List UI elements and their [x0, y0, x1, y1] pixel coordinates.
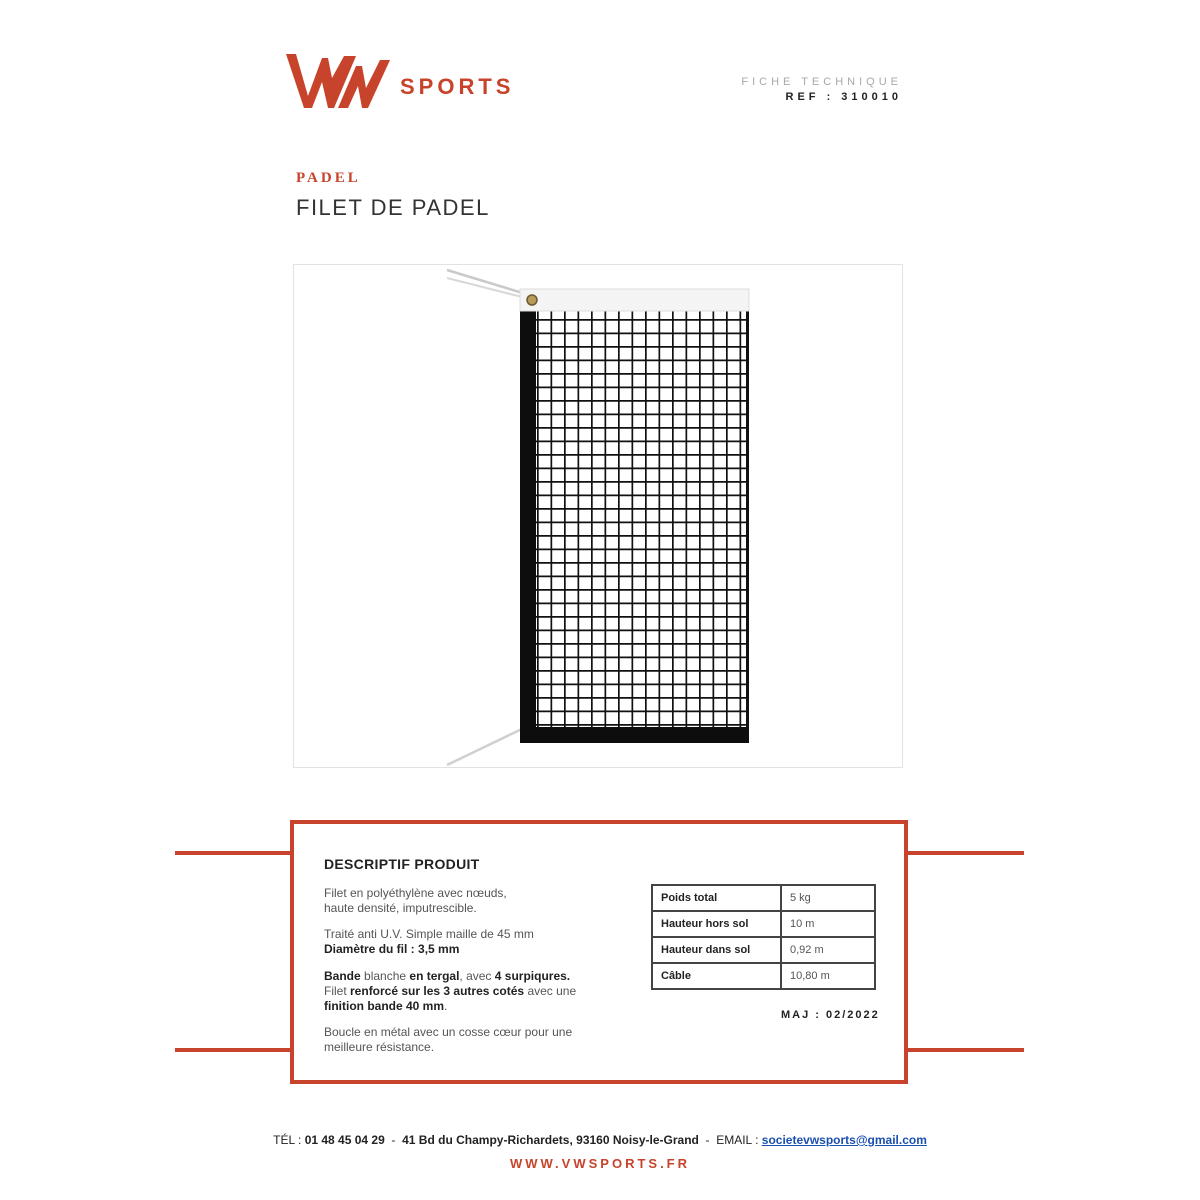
text: Diamètre du fil : 3,5 mm: [324, 942, 460, 956]
description-paragraph: [324, 1025, 624, 1055]
tel-number: 01 48 45 04 29: [304, 1133, 385, 1147]
email-label: EMAIL :: [716, 1133, 762, 1147]
footer-contact: [0, 1133, 1200, 1147]
table-row: [652, 885, 875, 911]
fiche-technique: [741, 76, 902, 103]
website-link[interactable]: WWW.VWSPORTS.FR: [509, 1156, 691, 1171]
text: Bande: [324, 969, 361, 983]
text: en tergal: [409, 969, 460, 983]
ref-label: REF : 310010: [785, 91, 902, 103]
spec-value: 0,92 m: [781, 937, 875, 963]
product-title: FILET DE PADEL: [296, 195, 490, 220]
description-paragraph: [324, 886, 624, 916]
table-row: [652, 963, 875, 989]
spec-value: 10 m: [781, 911, 875, 937]
spec-label: Câble: [652, 963, 781, 989]
separator: -: [698, 1133, 717, 1147]
text: Filet en polyéthylène avec nœuds,: [324, 886, 507, 900]
description-paragraph: [324, 969, 624, 1014]
decorative-rail: [906, 1048, 1024, 1052]
text: 4 surpiqures.: [494, 969, 571, 983]
spec-label: Hauteur hors sol: [652, 911, 781, 937]
padel-net-image: [294, 265, 902, 767]
logo-sports-text: SPORTS: [400, 74, 515, 99]
table-row: [652, 937, 875, 963]
text: .: [444, 999, 448, 1013]
spec-value: 10,80 m: [781, 963, 875, 989]
spec-label: Hauteur dans sol: [652, 937, 781, 963]
decorative-rail: [175, 1048, 293, 1052]
spec-label: Poids total: [652, 885, 781, 911]
product-category: PADEL: [296, 170, 361, 186]
text: meilleure résistance.: [324, 1040, 435, 1054]
table-row: [652, 911, 875, 937]
text: haute densité, imputrescible.: [324, 901, 477, 915]
text: Boucle en métal avec un cosse cœur pour une: [324, 1025, 573, 1039]
update-date: MAJ : 02/2022: [781, 1009, 880, 1021]
decorative-rail: [906, 851, 1024, 855]
description-paragraph: [324, 927, 624, 957]
text: Traité anti U.V. Simple maille de 45 mm: [324, 927, 534, 941]
spec-value: 5 kg: [781, 885, 875, 911]
spec-table: [651, 884, 876, 990]
product-image-frame: [293, 264, 903, 768]
text: finition bande 40 mm: [324, 999, 445, 1013]
text: renforcé sur les 3 autres cotés: [350, 984, 525, 998]
tel-label: TÉL :: [273, 1133, 305, 1147]
text: blanche: [360, 969, 410, 983]
text: , avec: [459, 969, 495, 983]
address: 41 Bd du Champy-Richardets, 93160 Noisy-le-Grand: [402, 1133, 699, 1147]
fiche-label: FICHE TECHNIQUE: [741, 76, 902, 88]
email-link[interactable]: societevwsports@gmail.com: [761, 1133, 927, 1147]
decorative-rail: [175, 851, 293, 855]
description-title: DESCRIPTIF PRODUIT: [324, 856, 480, 872]
separator: -: [384, 1133, 403, 1147]
text: Filet: [324, 984, 351, 998]
text: avec une: [524, 984, 577, 998]
